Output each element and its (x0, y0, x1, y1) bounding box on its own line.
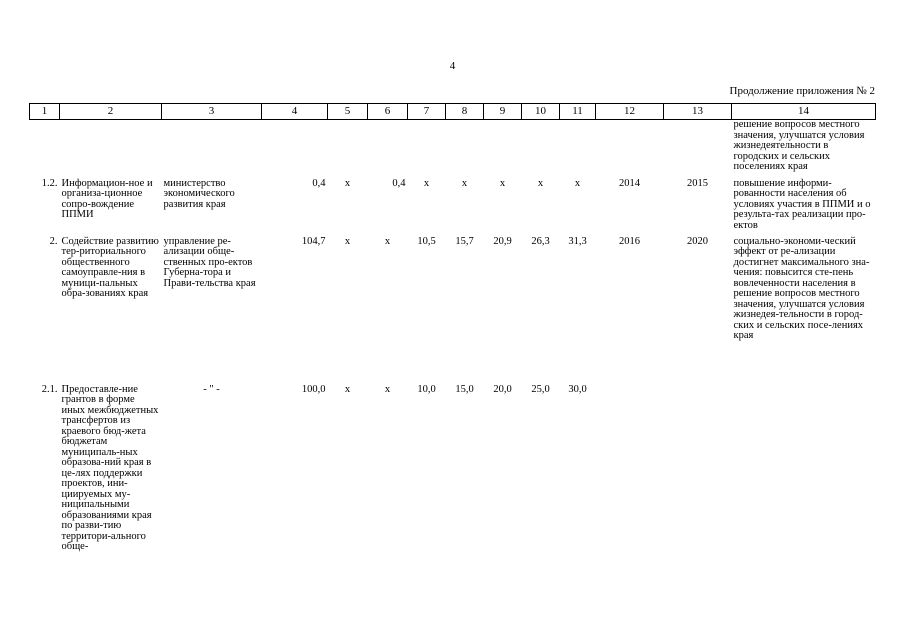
header-col-3: 3 (162, 104, 262, 120)
header-col-14: 14 (732, 104, 876, 120)
measure-name-cell: Информацион-ное и организа-ционное сопро-вождение ППМИ (61, 177, 153, 220)
value-cell-5: х (344, 235, 351, 247)
value-cell-11: х (574, 177, 581, 189)
header-col-1: 1 (30, 104, 60, 120)
header-col-8: 8 (446, 104, 484, 120)
value-cell-8: 15,7 (455, 235, 474, 247)
end-year-cell: 2015 (687, 177, 708, 189)
value-cell-5: х (344, 383, 351, 395)
header-row (30, 104, 876, 120)
value-cell-6: х (384, 235, 391, 247)
value-cell-10: 25,0 (531, 383, 550, 395)
table-row (30, 385, 876, 595)
header-col-2: 2 (60, 104, 162, 120)
start-year-cell (596, 385, 664, 595)
table-row-carryover (30, 120, 876, 173)
value-cell-9: 20,0 (493, 383, 512, 395)
executor-cell: - " - (203, 383, 220, 395)
header-col-4: 4 (262, 104, 328, 120)
measure-name-cell: Содействие развитию тер-риториального общественного самоуправле-ния в муници-пальных обра-зованиях края (61, 235, 159, 299)
header-col-13: 13 (664, 104, 732, 120)
value-cell-7: 10,5 (417, 235, 436, 247)
measure-name-cell: Предоставле-ние грантов в форме иных межбюджетных трансфертов из краевого бюд-жета бюджетам муниципаль-ных образова-ний края в це-лях поддержки проектов, ини-циируемых му-ниципальными образованиями края по разви-тию территори-ального обще- (61, 383, 159, 552)
page-number: 4 (449, 60, 456, 72)
value-cell-10: 26,3 (531, 235, 550, 247)
value-cell-10: х (537, 177, 544, 189)
total-cell: 100,0 (301, 383, 326, 395)
value-cell-6: х (384, 383, 391, 395)
result-cell (732, 385, 876, 595)
result-cell: социально-экономи-ческий эффект от ре-ализации достигнет максимального зна-чения: повысится сте-пень вовлеченности населения в решение вопросов местного значения, улучшатся условия жизнедея-тельности в город-ских и сельских посе-лениях края (733, 235, 870, 341)
header-col-11: 11 (560, 104, 596, 120)
total-cell: 104,7 (301, 235, 326, 247)
value-cell-8: 15,0 (455, 383, 474, 395)
header-col-9: 9 (484, 104, 522, 120)
header-col-10: 10 (522, 104, 560, 120)
value-cell-7: х (423, 177, 430, 189)
executor-cell: министерство экономического развития края (163, 177, 235, 210)
result-cell: решение вопросов местного значения, улучшатся условия жизнедеятельности в городских и сельских поселениях края (733, 119, 865, 172)
start-year-cell: 2014 (619, 177, 640, 189)
header-col-5: 5 (328, 104, 368, 120)
value-cell-8: х (461, 177, 468, 189)
row-number-cell: 1.2. (41, 177, 58, 189)
value-cell-9: 20,9 (493, 235, 512, 247)
value-cell-11: 30,0 (568, 383, 587, 395)
appendix-continuation-label: Продолжение приложения № 2 (729, 85, 875, 97)
row-number-cell: 2.1. (41, 383, 58, 395)
end-year-cell: 2020 (687, 235, 708, 247)
appendix-table (29, 103, 876, 595)
table-row (30, 173, 876, 237)
start-year-cell: 2016 (619, 235, 640, 247)
table-row (30, 237, 876, 385)
end-year-cell (664, 385, 732, 595)
total-cell: 0,4 (312, 177, 326, 189)
header-col-12: 12 (596, 104, 664, 120)
header-col-7: 7 (408, 104, 446, 120)
result-cell: повышение информи-рованности населения об условиях участия в ППМИ и о результа-тах реализации про-ектов (733, 177, 871, 231)
header-col-6: 6 (368, 104, 408, 120)
executor-cell: управление ре-ализации обще-ственных про-ектов Губерна-тора и Прави-тельства края (163, 235, 256, 289)
value-cell-5: х (344, 177, 351, 189)
value-cell-6: 0,4 (392, 177, 406, 189)
value-cell-9: х (499, 177, 506, 189)
row-number-cell: 2. (49, 235, 58, 247)
value-cell-7: 10,0 (417, 383, 436, 395)
value-cell-11: 31,3 (568, 235, 587, 247)
